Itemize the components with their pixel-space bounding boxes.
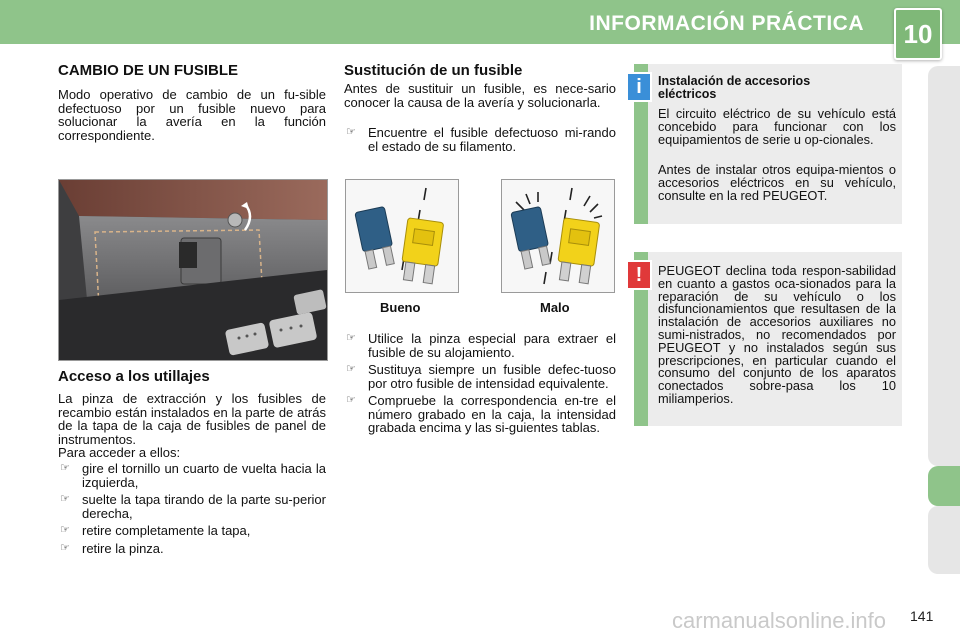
info-icon: i <box>626 72 652 102</box>
chapter-title: INFORMACIÓN PRÁCTICA <box>589 12 864 35</box>
section-heading: CAMBIO DE UN FUSIBLE <box>58 62 238 79</box>
fuse-good-illustration <box>345 179 459 293</box>
fuse-bad-label: Malo <box>540 300 570 315</box>
side-tab-active <box>928 466 960 506</box>
fusebox-cover-photo <box>58 179 328 361</box>
list-item: ☞ retire completamente la tapa, <box>60 523 251 538</box>
dashboard-illustration <box>59 180 327 360</box>
access-heading: Acceso a los utillajes <box>58 368 210 385</box>
watermark: carmanualsonline.info <box>672 608 887 633</box>
replace-intro: Antes de sustituir un fusible, es nece-sario conocer la causa de la avería y solucionarla. <box>344 81 616 110</box>
pointing-hand-icon: ☞ <box>60 493 70 505</box>
fuse-good-label: Bueno <box>380 300 421 315</box>
pointing-hand-icon: ☞ <box>346 332 356 344</box>
fuse-bad-icon <box>502 180 614 292</box>
pointing-hand-icon: ☞ <box>60 462 70 474</box>
info-box-text-2: Antes de instalar otros equipa-mientos o accesorios eléctricos en su vehículo, consulte en la red PEUGEOT. <box>658 162 896 203</box>
list-item: ☞ Sustituya siempre un fusible defec-tuoso por otro fusible de intensidad equivalente. <box>346 362 616 391</box>
pointing-hand-icon: ☞ <box>346 363 356 375</box>
warning-box-text: PEUGEOT declina toda respon-sabilidad en cuanto a gastos oca-sionados para la reparación de su vehículo o los disfuncionamientos que resultasen de la instalación de accesorios auxiliares no sumi-nistrados, no recomendados por PEUGEOT y no instalados según sus prescripciones, en particular cuando el consumo del conjunto de los aparatos conectados sobre-pasa los 10 miliamperios. <box>658 263 896 406</box>
replace-step1-list <box>344 126 616 157</box>
info-box-title: Instalación de accesorios eléctricos <box>658 74 811 101</box>
intro-paragraph: Modo operativo de cambio de un fu-sible defectuoso por un fusible nuevo para solucionar la avería en la función correspondiente. <box>58 87 326 143</box>
side-tab-grey-lower <box>928 506 960 574</box>
list-item: ☞ Encuentre el fusible defectuoso mi-rando el estado de su filamento. <box>346 125 616 154</box>
access-steps-list <box>58 462 326 559</box>
list-item: ☞ Utilice la pinza especial para extraer el fusible de su alojamiento. <box>346 331 616 360</box>
fuse-good-icon <box>346 180 458 292</box>
pointing-hand-icon: ☞ <box>346 126 356 138</box>
pointing-hand-icon: ☞ <box>346 394 356 406</box>
access-paragraph: La pinza de extracción y los fusibles de recambio están instalados en la parte de atrás de la tapa de la caja de fusibles de panel de instrumentos. <box>58 391 326 447</box>
list-item: ☞ Compruebe la correspondencia en-tre el número grabado en la caja, la intensidad grabada encima y las si-guientes tablas. <box>346 393 616 435</box>
list-item: ☞ retire la pinza. <box>60 540 164 556</box>
side-tab-grey <box>928 66 960 466</box>
pointing-hand-icon: ☞ <box>60 541 70 554</box>
access-lead: Para acceder a ellos: <box>58 445 181 460</box>
replace-steps-list <box>344 332 616 439</box>
list-item: ☞ suelte la tapa tirando de la parte su-perior derecha, <box>60 492 326 521</box>
fuse-bad-illustration <box>501 179 615 293</box>
chapter-number-badge: 10 <box>894 8 942 60</box>
page-number: 141 <box>910 608 934 624</box>
warning-icon: ! <box>626 260 652 290</box>
pointing-hand-icon: ☞ <box>60 524 70 536</box>
info-box-text-1: El circuito eléctrico de su vehículo está concebido para funcionar con los equipamientos de serie u op-cionales. <box>658 106 896 147</box>
replace-heading: Sustitución de un fusible <box>344 62 523 79</box>
list-item: ☞ gire el tornillo un cuarto de vuelta hacia la izquierda, <box>60 461 326 490</box>
side-tabs <box>928 66 960 574</box>
